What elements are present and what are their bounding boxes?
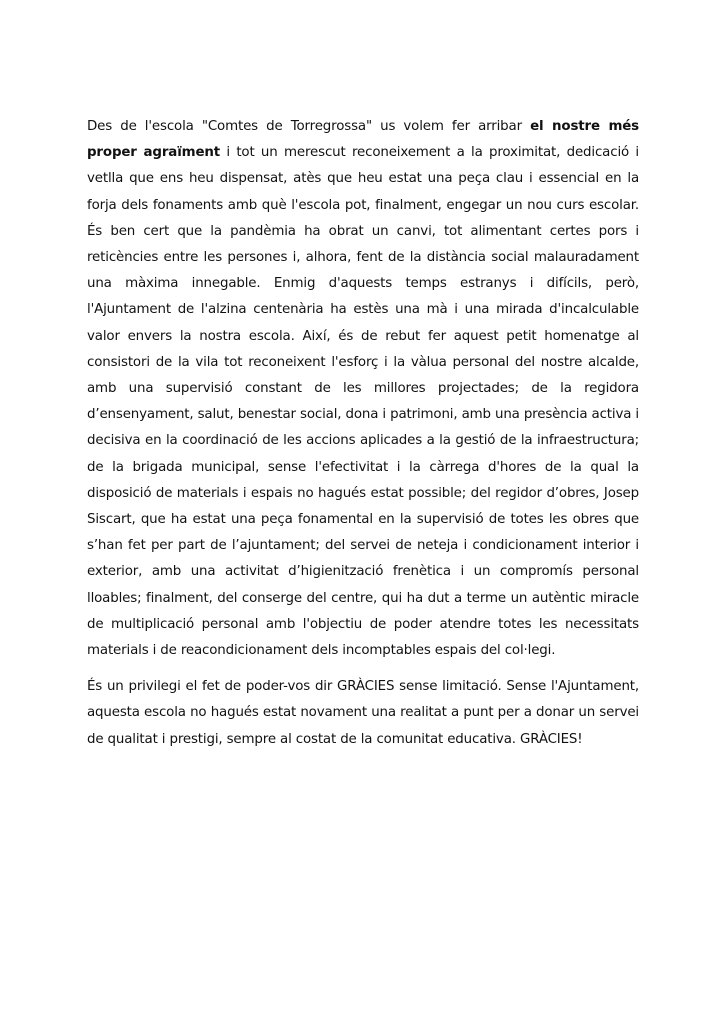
paragraph-1-intro: Des de l'escola "Comtes de Torregrossa" us volem fer arribar <box>87 119 531 134</box>
paragraph-1-body: i tot un merescut reconeixement a la proximitat, dedicació i vetlla que ens heu dispensat, atès que heu estat una peça clau i essencial en la forja dels fonaments amb què l'escola pot, finalment, engegar un nou curs escolar. És ben cert que la pandèmia ha obrat un canvi, tot alimentant certes pors i reticències entre les persones i, alhora, fent de la distància social malauradament una màxima innegable. Enmig d'aquests temps estranys i difícils, però, l'Ajuntament de l'alzina centenària ha estès una mà i una mirada d'incalculable valor envers la nostra escola. Així, és de rebut fer aquest petit homenatge al consistori de la vila tot reconeixent l'esforç i la vàlua personal del nostre alcalde, amb una supervisió constant de les millores projectades; de la regidora d’ensenyament, salut, benestar social, dona i patrimoni, amb una presència activa i decisiva en la coordinació de les accions aplicades a la gestió de la infraestructura; de la brigada municipal, sense l'efectivitat i la càrrega d'hores de la qual la disposició de materials i espais no hagués estat possible; del regidor d’obres, Josep Siscart, que ha estat una peça fonamental en la supervisió de totes les obres que s’han fet per part de l’ajuntament; del servei de neteja i condicionament interior i exterior, amb una activitat d’higienització frenètica i un compromís personal lloables; finalment, del conserge del centre, qui ha dut a terme un autèntic miracle de multiplicació personal amb l'objectiu de poder atendre totes les necessitats materials i de reacondicionament dels incomptables espais del col·legi. <box>87 145 639 659</box>
letter-body <box>87 114 639 753</box>
paragraph-1 <box>87 114 639 664</box>
paragraph-1-bold-phrase: el nostre més proper agraïment <box>87 119 640 161</box>
paragraph-2: És un privilegi el fet de poder-vos dir GRÀCIES sense limitació. Sense l'Ajuntament, aquesta escola no hagués estat novament una realitat a punt per a donar un servei de qualitat i prestigi, sempre al costat de la comunitat educativa. GRÀCIES! <box>87 679 639 747</box>
